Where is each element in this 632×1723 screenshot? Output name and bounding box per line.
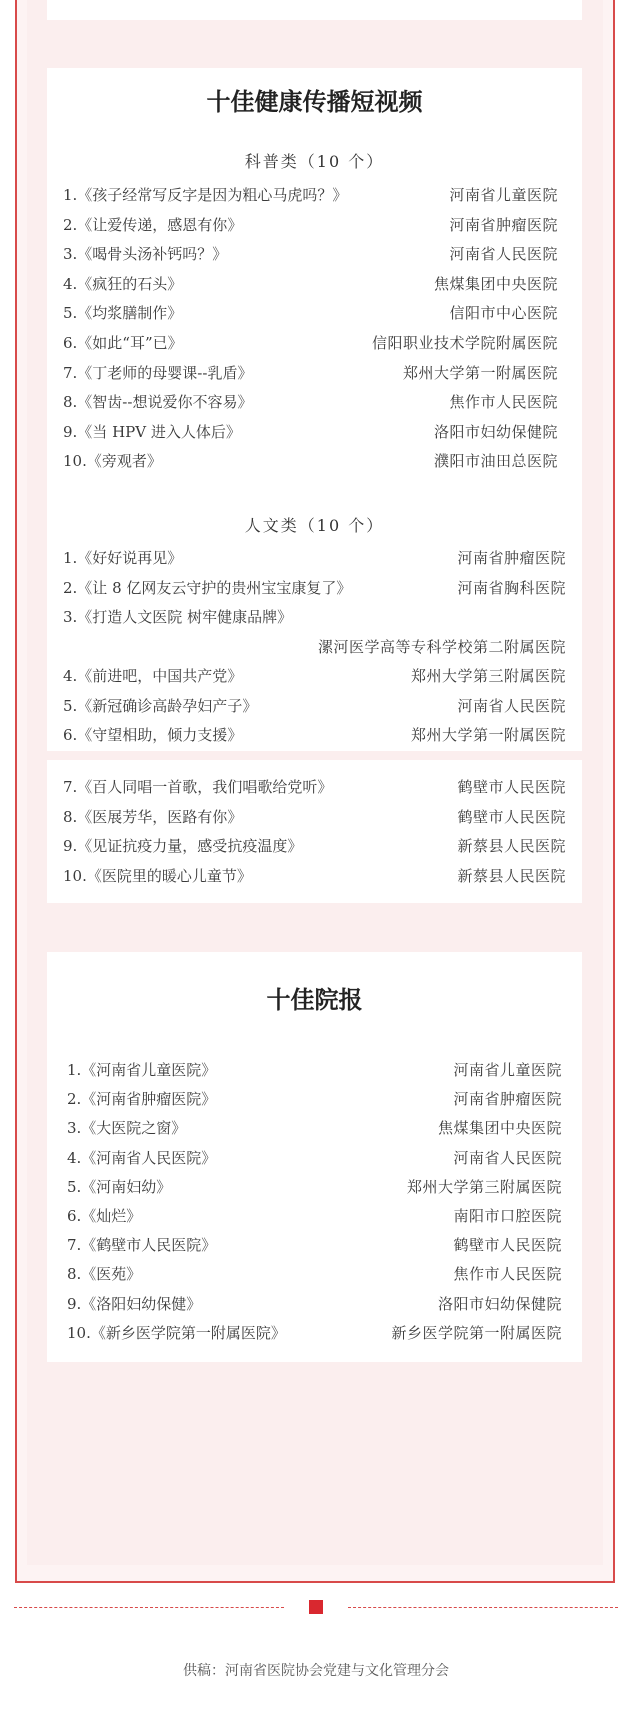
divider-right-line	[348, 1607, 618, 1608]
item-title: 3.《大医院之窗》	[67, 1119, 187, 1138]
item-title: 7.《鹤壁市人民医院》	[67, 1236, 217, 1255]
list-item	[63, 184, 558, 206]
item-hospital: 新蔡县人民医院	[457, 867, 566, 886]
item-hospital: 信阳市中心医院	[449, 304, 558, 323]
list-item	[67, 1293, 562, 1315]
item-title: 1.《好好说再见》	[63, 549, 183, 567]
list-item	[63, 214, 558, 236]
item-hospital: 河南省人民医院	[457, 696, 566, 715]
science-heading: 科普类（10 个）	[244, 152, 385, 171]
item-title: 2.《河南省肿瘤医院》	[67, 1090, 217, 1109]
list-item	[63, 391, 558, 413]
list-item	[67, 1117, 562, 1139]
newspaper-section-title: 十佳院报	[266, 986, 363, 1014]
list-item	[63, 695, 566, 717]
list-item	[63, 636, 566, 658]
item-title: 6.《如此“耳”已》	[63, 334, 183, 352]
item-title: 10.《新乡医学院第一附属医院》	[67, 1323, 286, 1342]
item-hospital: 洛阳市妇幼保健院	[437, 1294, 562, 1313]
item-title: 8.《医苑》	[67, 1265, 142, 1284]
item-hospital: 鹤壁市人民医院	[457, 778, 566, 796]
humanities-heading: 人文类（10 个）	[244, 516, 385, 535]
list-item	[63, 606, 566, 628]
list-item	[67, 1147, 562, 1169]
item-hospital: 新乡医学院第一附属医院	[391, 1323, 562, 1342]
footer-credit: 供稿：河南省医院协会党建与文化管理分会	[183, 1663, 449, 1679]
divider-left-line	[14, 1607, 284, 1608]
item-hospital: 洛阳市妇幼保健院	[433, 422, 558, 441]
item-title: 5.《河南妇幼》	[67, 1177, 172, 1196]
item-hospital: 焦作市人民医院	[449, 393, 558, 412]
item-hospital: 濮阳市油田总医院	[433, 452, 558, 471]
list-item	[67, 1176, 562, 1198]
list-item	[67, 1059, 562, 1081]
list-item	[67, 1263, 562, 1285]
item-hospital: 焦煤集团中央医院	[433, 274, 558, 293]
list-item	[63, 362, 558, 384]
video-card	[47, 68, 582, 751]
list-item	[63, 302, 558, 324]
list-item	[63, 273, 558, 295]
list-item	[67, 1088, 562, 1110]
item-hospital: 郑州大学第一附属医院	[402, 363, 558, 382]
item-hospital: 河南省肿瘤医院	[457, 549, 566, 567]
list-item	[63, 835, 566, 857]
list-item	[63, 806, 566, 828]
item-title: 10.《旁观者》	[63, 452, 162, 471]
list-item	[63, 332, 558, 354]
item-title: 2.《让爱传递，感恩有你》	[63, 215, 243, 234]
item-hospital: 郑州大学第三附属医院	[410, 667, 566, 685]
item-hospital: 新蔡县人民医院	[457, 837, 566, 856]
item-hospital: 漯河医学高等专科学校第二附属医院	[317, 637, 566, 656]
item-hospital: 河南省人民医院	[453, 1148, 562, 1167]
previous-card	[47, 0, 582, 20]
item-title: 5.《均浆膳制作》	[63, 304, 183, 323]
item-title: 7.《丁老师的母婴课--乳盾》	[63, 363, 253, 382]
item-hospital: 郑州大学第一附属医院	[410, 726, 566, 744]
item-hospital: 焦煤集团中央医院	[437, 1119, 562, 1138]
item-hospital: 河南省胸科医院	[457, 578, 566, 597]
item-title: 7.《百人同唱一首歌，我们唱歌给党听》	[63, 778, 333, 796]
item-title: 4.《疯狂的石头》	[63, 274, 183, 293]
list-item	[63, 547, 566, 569]
item-hospital: 河南省肿瘤医院	[449, 215, 558, 234]
newspaper-card	[47, 952, 582, 1362]
item-title: 2.《让 8 亿网友云守护的贵州宝宝康复了》	[63, 578, 352, 597]
item-title: 6.《守望相助，倾力支援》	[63, 726, 243, 744]
list-item	[63, 421, 558, 443]
list-item	[63, 577, 566, 599]
list-item	[67, 1234, 562, 1256]
item-title: 5.《新冠确诊高龄孕妇产子》	[63, 696, 258, 715]
item-hospital: 河南省肿瘤医院	[453, 1090, 562, 1109]
item-title: 8.《医展芳华，医路有你》	[63, 807, 243, 826]
item-hospital: 鹤壁市人民医院	[457, 807, 566, 826]
item-hospital: 河南省人民医院	[449, 245, 558, 264]
item-title: 3.《打造人文医院 树牢健康品牌》	[63, 608, 293, 626]
list-item	[67, 1322, 562, 1344]
item-hospital: 河南省儿童医院	[453, 1061, 562, 1079]
list-item	[63, 776, 566, 798]
item-title: 9.《洛阳妇幼保健》	[67, 1294, 202, 1313]
list-item	[63, 450, 558, 472]
item-title: 9.《见证抗疫力量，感受抗疫温度》	[63, 837, 303, 856]
list-item	[63, 665, 566, 687]
list-item	[63, 243, 558, 265]
item-title: 4.《河南省人民医院》	[67, 1148, 217, 1167]
item-title: 6.《灿烂》	[67, 1207, 142, 1225]
divider-square	[309, 1600, 323, 1614]
item-hospital: 信阳职业技术学院附属医院	[371, 334, 558, 352]
video-section-title: 十佳健康传播短视频	[206, 88, 423, 116]
item-title: 3.《喝骨头汤补钙吗？》	[63, 245, 228, 264]
item-title: 9.《当 HPV 进入人体后》	[63, 422, 241, 441]
list-item	[63, 724, 566, 746]
item-hospital: 鹤壁市人民医院	[453, 1236, 562, 1255]
item-hospital: 南阳市口腔医院	[453, 1207, 562, 1225]
item-title: 1.《孩子经常写反字是因为粗心马虎吗？》	[63, 186, 348, 204]
item-title: 1.《河南省儿童医院》	[67, 1061, 217, 1079]
item-hospital: 郑州大学第三附属医院	[406, 1177, 562, 1196]
list-item	[63, 865, 566, 887]
video-card-continued	[47, 760, 582, 903]
item-title: 8.《智齿--想说爱你不容易》	[63, 393, 253, 412]
item-hospital: 河南省儿童医院	[449, 186, 558, 204]
item-title: 10.《医院里的暖心儿童节》	[63, 867, 252, 886]
list-item	[67, 1205, 562, 1227]
item-title: 4.《前进吧，中国共产党》	[63, 667, 243, 685]
item-hospital: 焦作市人民医院	[453, 1265, 562, 1284]
